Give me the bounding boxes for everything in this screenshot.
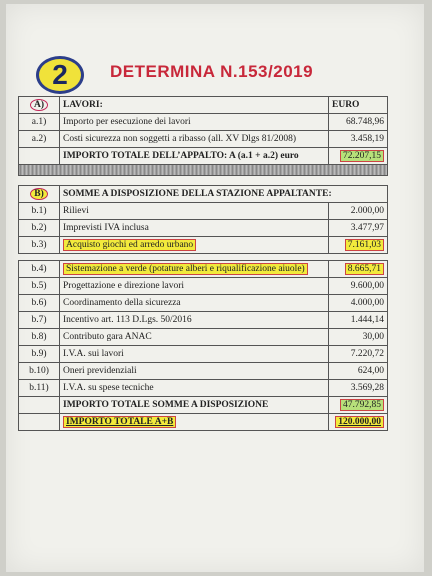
row-amount: 7.161,03 xyxy=(345,239,384,251)
row-desc: Oneri previdenziali xyxy=(60,363,329,380)
row-code: b.5) xyxy=(19,278,60,295)
table-row xyxy=(19,329,388,346)
grand-total-label: IMPORTO TOTALE A+B xyxy=(63,416,176,428)
row-amount: 68.748,96 xyxy=(329,114,388,131)
row-amount: 3.477,97 xyxy=(329,220,388,237)
row-amount: 7.220,72 xyxy=(329,346,388,363)
row-amount: 3.458,19 xyxy=(329,131,388,148)
row-desc: Incentivo art. 113 D.Lgs. 50/2016 xyxy=(60,312,329,329)
row-desc: Acquisto giochi ed arredo urbano xyxy=(63,239,196,251)
table-row xyxy=(19,380,388,397)
row-code: b.8) xyxy=(19,329,60,346)
lavori-total-amount: 72.207,15 xyxy=(340,150,384,162)
row-code: a.2) xyxy=(19,131,60,148)
row-code: b.11) xyxy=(19,380,60,397)
section-b-code: B) xyxy=(30,188,48,200)
row-desc: Coordinamento della sicurezza xyxy=(60,295,329,312)
row-amount: 4.000,00 xyxy=(329,295,388,312)
row-desc: Imprevisti IVA inclusa xyxy=(60,220,329,237)
row-code: b.2) xyxy=(19,220,60,237)
table-row xyxy=(19,363,388,380)
separator xyxy=(19,165,388,176)
row-amount: 9.600,00 xyxy=(329,278,388,295)
table-row xyxy=(19,203,388,220)
row-amount: 2.000,00 xyxy=(329,203,388,220)
lavori-total-row xyxy=(19,148,388,165)
table-row xyxy=(19,278,388,295)
row-desc: Progettazione e direzione lavori xyxy=(60,278,329,295)
table-row xyxy=(19,220,388,237)
somme-total-amount: 47.792,85 xyxy=(340,399,384,411)
row-desc: Costi sicurezza non soggetti a ribasso (all. XV Dlgs 81/2008) xyxy=(60,131,329,148)
row-code: b.7) xyxy=(19,312,60,329)
document-page xyxy=(6,4,424,572)
grand-total-row xyxy=(19,414,388,431)
somme-total-row xyxy=(19,397,388,414)
section-a-code: A) xyxy=(30,99,48,111)
table-row xyxy=(19,346,388,363)
table-row xyxy=(19,237,388,254)
row-code: b.4) xyxy=(19,261,60,278)
somme-table-bottom xyxy=(18,260,388,431)
table-row xyxy=(19,295,388,312)
row-amount: 624,00 xyxy=(329,363,388,380)
row-desc: I.V.A. su spese tecniche xyxy=(60,380,329,397)
lavori-table xyxy=(18,96,388,176)
row-desc: I.V.A. sui lavori xyxy=(60,346,329,363)
row-desc: Rilievi xyxy=(60,203,329,220)
row-amount: 3.569,28 xyxy=(329,380,388,397)
row-amount: 8.665,71 xyxy=(345,263,384,275)
row-code: b.9) xyxy=(19,346,60,363)
row-code: b.3) xyxy=(19,237,60,254)
grand-total-amount: 120.000,00 xyxy=(335,416,384,428)
table-row xyxy=(19,312,388,329)
row-amount: 1.444,14 xyxy=(329,312,388,329)
row-code: a.1) xyxy=(19,114,60,131)
table-row xyxy=(19,131,388,148)
row-code: b.6) xyxy=(19,295,60,312)
row-desc: Importo per esecuzione dei lavori xyxy=(60,114,329,131)
row-code: b.10) xyxy=(19,363,60,380)
section-a-heading: LAVORI: xyxy=(60,97,329,114)
lavori-total-label: IMPORTO TOTALE DELL’APPALTO: A (a.1 + a.2) euro xyxy=(60,148,329,165)
number-badge: 2 xyxy=(36,56,84,94)
row-desc: Sistemazione a verde (potature alberi e riqualificazione aiuole) xyxy=(63,263,308,275)
row-code: b.1) xyxy=(19,203,60,220)
row-desc: Contributo gara ANAC xyxy=(60,329,329,346)
section-b-heading: SOMME A DISPOSIZIONE DELLA STAZIONE APPALTANTE: xyxy=(60,186,388,203)
table-row xyxy=(19,261,388,278)
document-title: DETERMINA N.153/2019 xyxy=(110,62,314,81)
somme-total-label: IMPORTO TOTALE SOMME A DISPOSIZIONE xyxy=(60,397,329,414)
table-row xyxy=(19,114,388,131)
currency-label: EURO xyxy=(329,97,388,114)
somme-table-top xyxy=(18,185,388,254)
row-amount: 30,00 xyxy=(329,329,388,346)
